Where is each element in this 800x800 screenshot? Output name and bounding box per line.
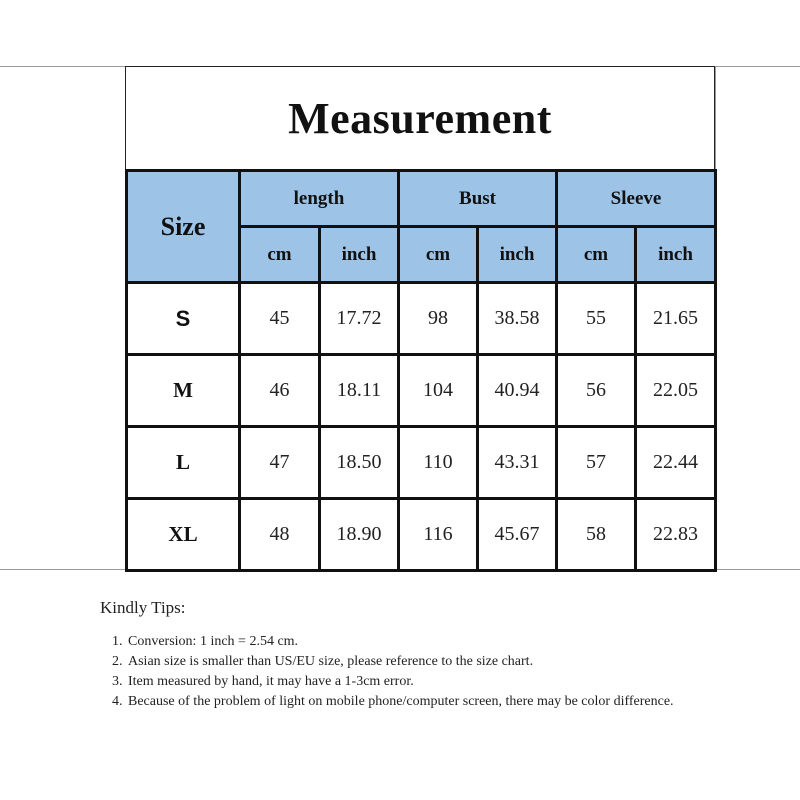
table-cell: 43.31 (478, 427, 557, 499)
table-cell: 55 (557, 283, 636, 355)
title-box (125, 66, 715, 170)
size-label: L (127, 427, 240, 499)
unit-header: inch (636, 227, 716, 283)
tips-list (100, 632, 700, 712)
tip-item: 2. Asian size is smaller than US/EU size, please reference to the size chart. (126, 652, 700, 672)
table-cell: 45.67 (478, 499, 557, 571)
table-cell: 47 (240, 427, 320, 499)
table-cell: 104 (399, 355, 478, 427)
table-cell: 21.65 (636, 283, 716, 355)
table-cell: 18.50 (320, 427, 399, 499)
unit-header: inch (478, 227, 557, 283)
unit-header: cm (240, 227, 320, 283)
tip-item: 4. Because of the problem of light on mobile phone/computer screen, there may be color difference. (126, 692, 700, 712)
table-cell: 57 (557, 427, 636, 499)
unit-header: inch (320, 227, 399, 283)
group-header-length: length (240, 171, 399, 227)
table-cell: 110 (399, 427, 478, 499)
table-row (127, 355, 716, 427)
table-cell: 40.94 (478, 355, 557, 427)
table-cell: 18.11 (320, 355, 399, 427)
unit-header: cm (557, 227, 636, 283)
table-row (127, 499, 716, 571)
size-chart-table (125, 169, 717, 572)
group-header-sleeve: Sleeve (557, 171, 716, 227)
tip-item: 3. Item measured by hand, it may have a 1-3cm error. (126, 672, 700, 692)
table-row (127, 427, 716, 499)
table-cell: 116 (399, 499, 478, 571)
table-cell: 58 (557, 499, 636, 571)
table-cell: 22.44 (636, 427, 716, 499)
page-title: Measurement (288, 94, 552, 143)
table-cell: 22.05 (636, 355, 716, 427)
table-row (127, 283, 716, 355)
table-cell: 18.90 (320, 499, 399, 571)
unit-header: cm (399, 227, 478, 283)
table-cell: 17.72 (320, 283, 399, 355)
size-label: XL (127, 499, 240, 571)
table-cell: 98 (399, 283, 478, 355)
table-cell: 38.58 (478, 283, 557, 355)
tips-title: Kindly Tips: (100, 598, 186, 617)
table-cell: 48 (240, 499, 320, 571)
kindly-tips (100, 598, 700, 712)
table-cell: 22.83 (636, 499, 716, 571)
tip-item: 1. Conversion: 1 inch = 2.54 cm. (126, 632, 700, 652)
size-label: M (127, 355, 240, 427)
table-cell: 46 (240, 355, 320, 427)
table-cell: 56 (557, 355, 636, 427)
table-cell: 45 (240, 283, 320, 355)
group-header-bust: Bust (399, 171, 557, 227)
size-label: S (127, 283, 240, 355)
size-column-header: Size (127, 171, 240, 283)
